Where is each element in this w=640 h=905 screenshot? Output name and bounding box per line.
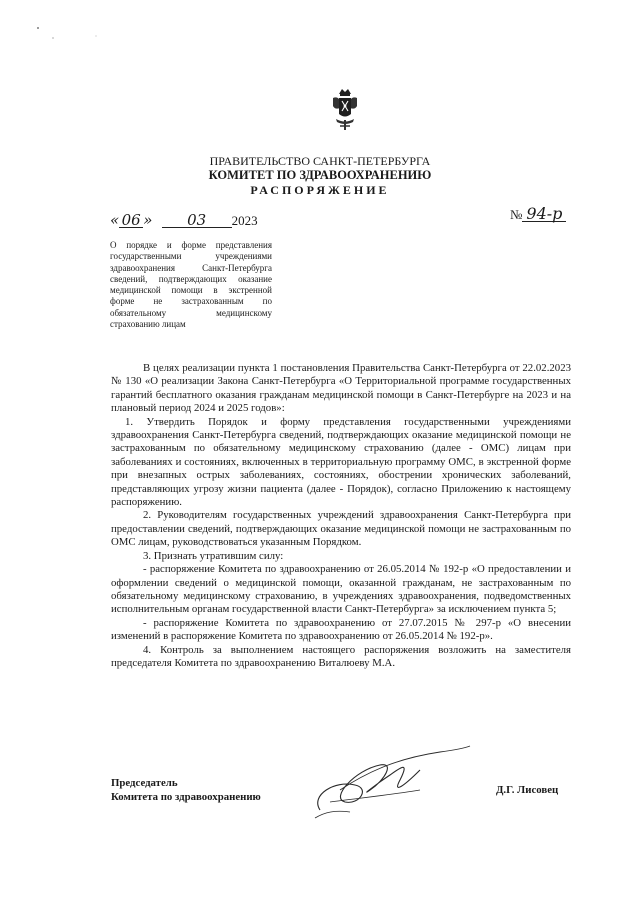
date-open-quote: «	[110, 211, 120, 229]
document-date	[110, 211, 258, 229]
document-number	[510, 204, 566, 223]
document-title: О порядке и форме представления государственными учреждениями здравоохранения Санкт-Петербурга сведений, подтверждающих оказание медицинской помощи в экстренной форме не застрахованным по обязательному медицинскому страхованию лицам	[110, 240, 272, 330]
date-day: 06	[119, 213, 143, 228]
number-sign: №	[510, 207, 523, 222]
item-2-paragraph: 2. Руководителям государственных учреждений здравоохранения Санкт-Петербурга при предоставлении сведений, подтверждающих оказание медицинской помощи не застрахованным по ОМС лицам, руководствоваться указанным Порядком.	[111, 509, 571, 549]
preamble-paragraph: В целях реализации пункта 1 постановления Правительства Санкт-Петербурга от 22.02.2023 № 130 «О реализации Закона Санкт-Петербурга «О Территориальной программе государственных гарантий бесплатного оказания гражданам медицинской помощи в Санкт-Петербурге на 2023 и на плановый период 2024 и 2025 годов»:	[111, 362, 571, 415]
date-close-quote: »	[143, 211, 153, 229]
item-4-paragraph: 4. Контроль за выполнением настоящего распоряжения возложить на заместителя председателя Комитета по здравоохранению Виталюеву М.А.	[111, 643, 571, 669]
date-year: 2023	[231, 213, 258, 228]
item-1-paragraph: 1. Утвердить Порядок и форму представления государственными учреждениями здравоохранения Санкт-Петербурга сведений, подтверждающих оказание медицинской помощи не застрахованным по обязательному медицинскому страхованию (далее - ОМС) лицам при заболеваниях и состояниях, включенных в территориальную программу ОМС, в экстренной форме при внезапных острых заболеваниях, состояниях, обострении хронических заболеваний, представляющих угрозу жизни пациента (далее - Порядок), согласно Приложению к настоящему распоряжению.	[111, 415, 571, 509]
item-3b-paragraph: - распоряжение Комитета по здравоохранению от 27.07.2015 № 297-р «О внесении изменений в распоряжение Комитета по здравоохранению от 26.05.2014 № 192-р».	[111, 616, 571, 643]
position-line-2: Комитета по здравоохранению	[111, 791, 261, 803]
position-line-1: Председатель	[111, 777, 178, 789]
government-name: ПРАВИТЕЛЬСТВО САНКТ-ПЕТЕРБУРГА	[209, 154, 431, 168]
handwritten-signature	[300, 740, 490, 830]
number-value: 94-р	[522, 207, 566, 222]
coat-of-arms-icon	[330, 86, 360, 134]
item-3a-paragraph: - распоряжение Комитета по здравоохранению от 26.05.2014 № 192-р «О предоставлении и оформлении сведений о медицинской помощи, оказанной гражданам, не застрахованным по обязательному медицинскому страхованию, в учреждениях здравоохранения, подведомственных исполнительным органам государственной власти Санкт-Петербурга» за исключением пункта 5;	[111, 563, 571, 616]
date-month: 03	[162, 213, 232, 228]
item-3-paragraph: 3. Признать утратившим силу:	[143, 549, 284, 562]
committee-name: КОМИТЕТ ПО ЗДРАВООХРАНЕНИЮ	[208, 168, 432, 182]
signatory-position	[111, 776, 261, 804]
signatory-name: Д.Г. Лисовец	[496, 784, 559, 796]
document-body	[111, 362, 571, 670]
document-type: РАСПОРЯЖЕНИЕ	[250, 183, 390, 197]
